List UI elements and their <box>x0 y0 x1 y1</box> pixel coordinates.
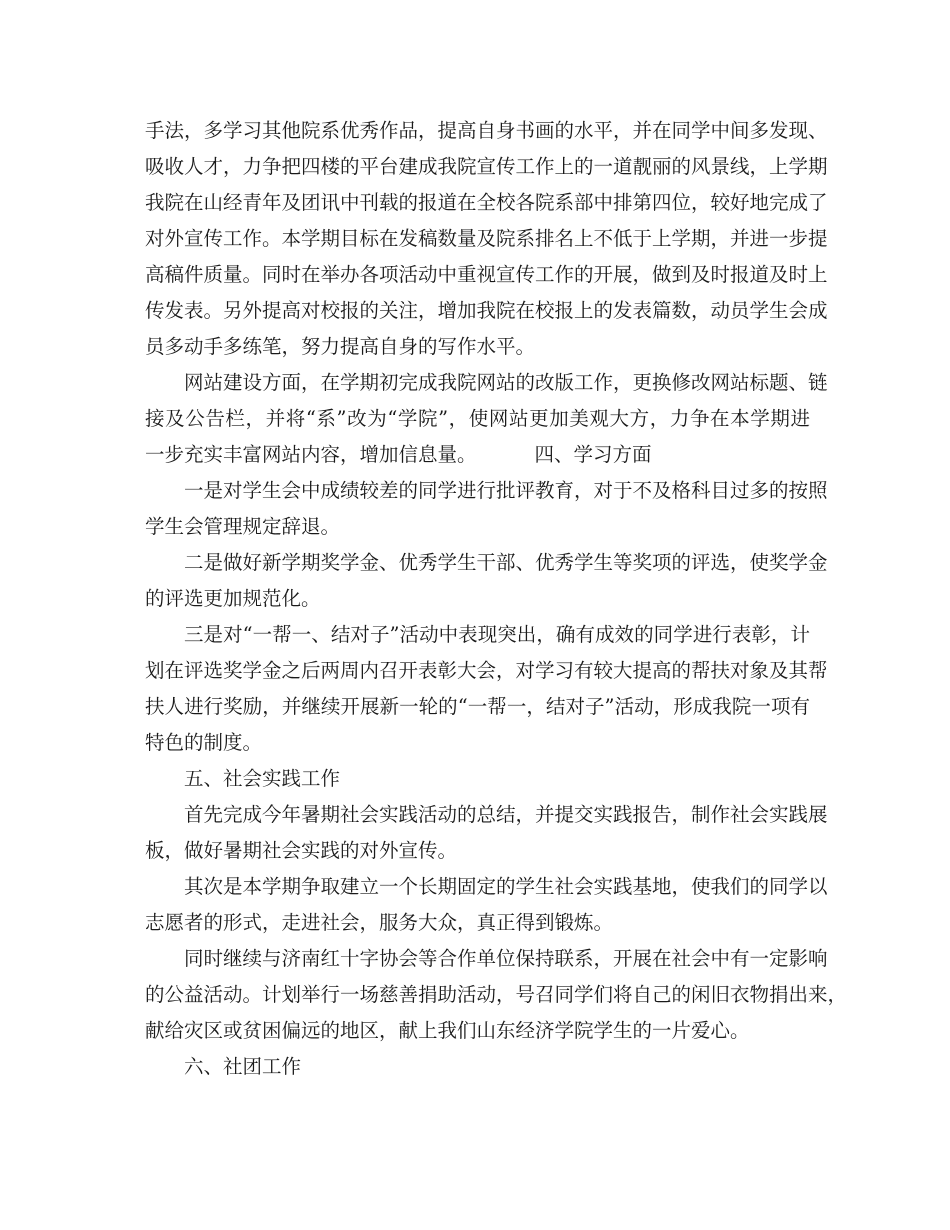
paragraph <box>145 797 828 869</box>
text-line: 对外宣传工作。本学期目标在发稿数量及院系排名上不低于上学期，并进一步提 <box>145 227 828 250</box>
text-line: 的公益活动。计划举行一场慈善捐助活动，号召同学们将自己的闲旧衣物捐出来， <box>145 983 848 1006</box>
text-line: 一是对学生会中成绩较差的同学进行批评教育，对于不及格科目过多的按照 <box>184 479 828 502</box>
section-heading <box>145 761 810 797</box>
text-line: 高稿件质量。同时在举办各项活动中重视宣传工作的开展，做到及时报道及时上 <box>145 263 828 286</box>
text-line: 我院在山经青年及团讯中刊载的报道在全校各院系部中排第四位，较好地完成了 <box>145 191 828 214</box>
text-line <box>145 437 810 473</box>
text-line: 传发表。另外提高对校报的关注，增加我院在校报上的发表篇数，动员学生会成 <box>145 299 828 322</box>
text-line: 五、社会实践工作 <box>184 767 341 790</box>
text-line: 首先完成今年暑期社会实践活动的总结，并提交实践报告，制作社会实践展 <box>184 803 828 826</box>
paragraph <box>145 869 828 941</box>
text-line: 同时继续与济南红十字协会等合作单位保持联系，开展在社会中有一定影响 <box>184 947 828 970</box>
paragraph <box>145 113 828 365</box>
text-line: 三是对“一帮一、结对子”活动中表现突出，确有成效的同学进行表彰，计 <box>184 623 810 646</box>
text-line: 网站建设方面，在学期初完成我院网站的改版工作，更换修改网站标题、链 <box>184 371 828 394</box>
text-line: 学生会管理规定辞退。 <box>145 515 341 538</box>
section-heading <box>145 1049 810 1085</box>
section-heading: 四、学习方面 <box>534 443 652 466</box>
text-line: 员多动手多练笔，努力提高自身的写作水平。 <box>145 335 536 358</box>
text-line: 扶人进行奖励，并继续开展新一轮的“一帮一，结对子”活动，形成我院一项有 <box>145 695 810 718</box>
text-line: 手法，多学习其他院系优秀作品，提高自身书画的水平，并在同学中间多发现、 <box>145 119 828 142</box>
text-line: 二是做好新学期奖学金、优秀学生干部、优秀学生等奖项的评选，使奖学金 <box>184 551 828 574</box>
paragraph <box>145 365 828 473</box>
text-line: 划在评选奖学金之后两周内召开表彰大会，对学习有较大提高的帮扶对象及其帮 <box>145 659 828 682</box>
text-line: 的评选更加规范化。 <box>145 587 321 610</box>
paragraph <box>145 473 828 545</box>
text-line: 特色的制度。 <box>145 731 263 754</box>
text-line: 六、社团工作 <box>184 1055 302 1078</box>
paragraph <box>145 941 848 1049</box>
text-line: 其次是本学期争取建立一个长期固定的学生社会实践基地，使我们的同学以 <box>184 875 828 898</box>
text-segment: 一步充实丰富网站内容，增加信息量。 <box>145 443 477 466</box>
text-line: 接及公告栏，并将“系”改为“学院”，使网站更加美观大方，力争在本学期进 <box>145 407 810 430</box>
text-line: 吸收人才，力争把四楼的平台建成我院宣传工作上的一道靓丽的风景线，上学期 <box>145 155 828 178</box>
document-body <box>145 113 848 1085</box>
text-line: 志愿者的形式，走进社会，服务大众，真正得到锻炼。 <box>145 911 614 934</box>
text-line: 板，做好暑期社会实践的对外宣传。 <box>145 839 458 862</box>
text-line: 献给灾区或贫困偏远的地区，献上我们山东经济学院学生的一片爱心。 <box>145 1019 750 1042</box>
paragraph <box>145 617 828 761</box>
paragraph <box>145 545 828 617</box>
